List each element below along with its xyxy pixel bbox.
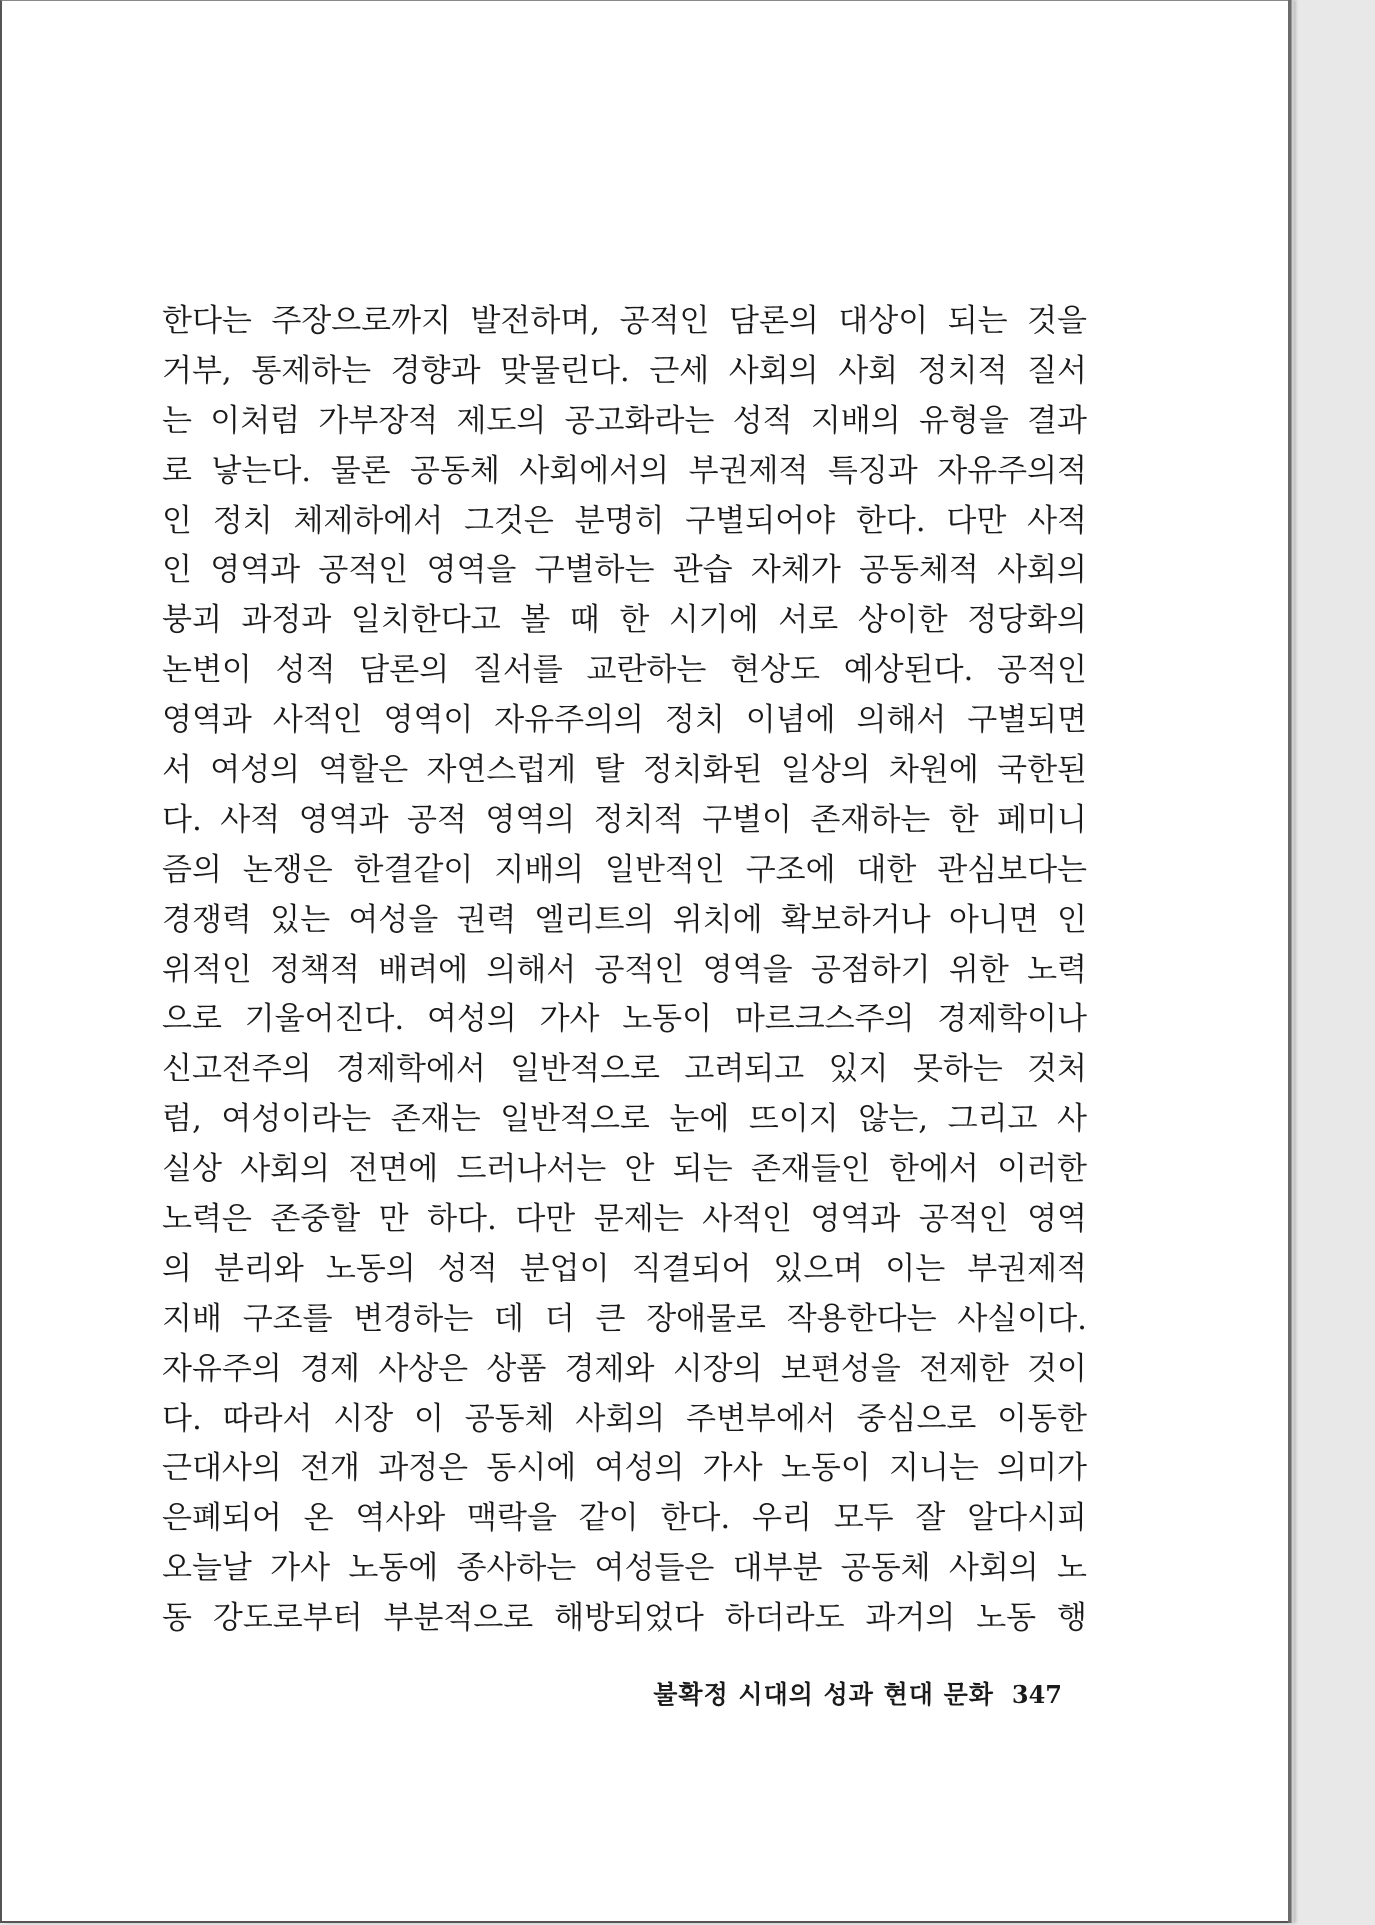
- page-number: 347: [1011, 1680, 1062, 1709]
- text-line: 서 여성의 역할은 자연스럽게 탈 정치화된 일상의 차원에 국한된: [162, 752, 1087, 789]
- text-line: 럼, 여성이라는 존재는 일반적으로 눈에 뜨이지 않는, 그리고 사: [162, 1101, 1087, 1138]
- text-line: 로 낳는다. 물론 공동체 사회에서의 부권제적 특징과 자유주의적: [162, 452, 1087, 489]
- running-footer: [602, 1675, 1062, 1725]
- text-line: 지배 구조를 변경하는 데 더 큰 장애물로 작용한다는 사실이다.: [162, 1300, 1087, 1337]
- text-line: 논변이 성적 담론의 질서를 교란하는 현상도 예상된다. 공적인: [162, 652, 1087, 689]
- text-line: 노력은 존중할 만 하다. 다만 문제는 사적인 영역과 공적인 영역: [162, 1201, 1087, 1238]
- text-line: 자유주의 경제 사상은 상품 경제와 시장의 보편성을 전제한 것이: [162, 1350, 1087, 1387]
- body-text: [162, 297, 1087, 1644]
- text-line: 위적인 정책적 배려에 의해서 공적인 영역을 공점하기 위한 노력: [162, 951, 1087, 988]
- text-line: 즘의 논쟁은 한결같이 지배의 일반적인 구조에 대한 관심보다는: [162, 851, 1087, 888]
- text-line: 오늘날 가사 노동에 종사하는 여성들은 대부분 공동체 사회의 노: [162, 1550, 1087, 1587]
- text-line: 의 분리와 노동의 성적 분업이 직결되어 있으며 이는 부권제적: [162, 1250, 1087, 1287]
- text-line: 한다는 주장으로까지 발전하며, 공적인 담론의 대상이 되는 것을: [162, 303, 1087, 339]
- text-line: 신고전주의 경제학에서 일반적으로 고려되고 있지 못하는 것처: [162, 1051, 1087, 1088]
- running-title: 불확정 시대의 성과 현대 문화: [653, 1680, 994, 1709]
- text-line: 인 정치 체제하에서 그것은 분명히 구별되어야 한다. 다만 사적: [162, 502, 1087, 539]
- text-line: 실상 사회의 전면에 드러나서는 안 되는 존재들인 한에서 이러한: [162, 1151, 1087, 1188]
- text-line: 경쟁력 있는 여성을 권력 엘리트의 위치에 확보하거나 아니면 인: [162, 901, 1087, 938]
- text-line: 영역과 사적인 영역이 자유주의의 정치 이념에 의해서 구별되면: [162, 702, 1087, 739]
- text-line: 은폐되어 온 역사와 맥락을 같이 한다. 우리 모두 잘 알다시피: [162, 1500, 1087, 1537]
- text-line: 근대사의 전개 과정은 동시에 여성의 가사 노동이 지니는 의미가: [162, 1450, 1087, 1487]
- text-line: 인 영역과 공적인 영역을 구별하는 관습 자체가 공동체적 사회의: [162, 552, 1087, 589]
- text-line: 거부, 통제하는 경향과 맞물린다. 근세 사회의 사회 정치적 질서: [162, 352, 1087, 389]
- text-line: 으로 기울어진다. 여성의 가사 노동이 마르크스주의 경제학이나: [162, 1001, 1087, 1038]
- text-line: 다. 따라서 시장 이 공동체 사회의 주변부에서 중심으로 이동한: [162, 1400, 1087, 1437]
- text-line: 동 강도로부터 부분적으로 해방되었다 하더라도 과거의 노동 행: [162, 1600, 1087, 1637]
- text-line: 는 이처럼 가부장적 제도의 공고화라는 성적 지배의 유형을 결과: [162, 402, 1087, 439]
- page-edge: [1288, 0, 1291, 1923]
- text-line: 다. 사적 영역과 공적 영역의 정치적 구별이 존재하는 한 페미니: [162, 801, 1087, 838]
- text-line: 붕괴 과정과 일치한다고 볼 때 한 시기에 서로 상이한 정당화의: [162, 602, 1087, 639]
